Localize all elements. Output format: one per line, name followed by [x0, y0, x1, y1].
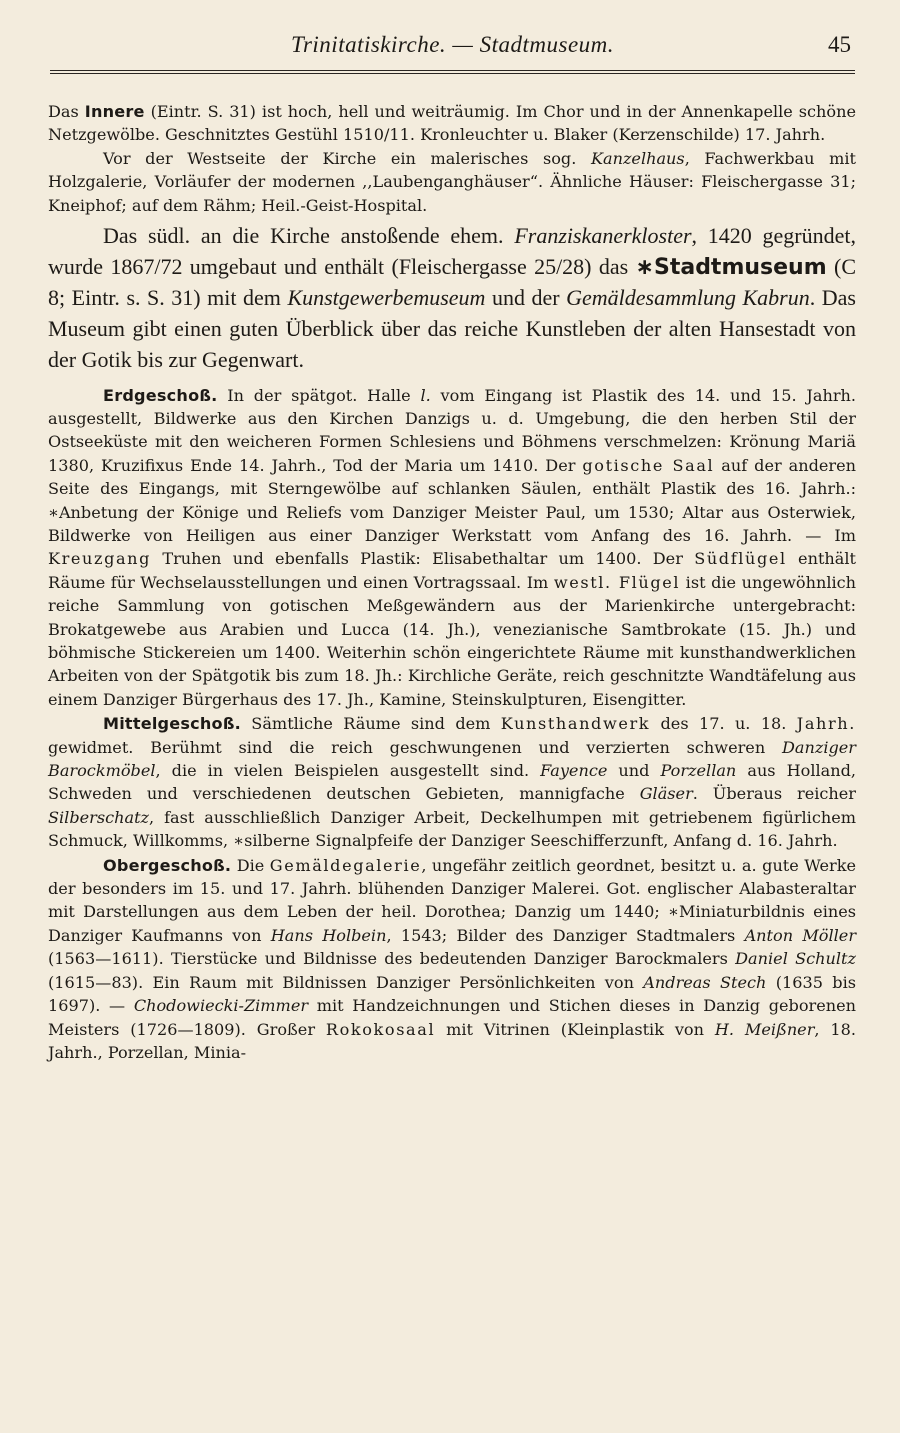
text-run: Das südl. an die Kirche anstoßende ehem.	[103, 223, 515, 249]
heading-obergeschoss: Obergeschoß.	[103, 855, 232, 875]
paragraph-obergeschoss	[48, 854, 856, 1065]
text-run: , 18. Jahrh., Porzellan, Minia-	[48, 1019, 857, 1062]
term-fayence: Fayence	[540, 761, 608, 781]
text-run: . Das Museum gibt einen guten Überblick über das reiche Kunstleben der alten Hansestadt von der Gotik bis zur Gegenwart.	[48, 285, 856, 372]
text-run: Das	[48, 102, 85, 121]
term-chodowiecki-zimmer: Chodowiecki-Zimmer	[133, 996, 309, 1016]
text-run: , die in vielen Beispielen ausgestellt sind.	[155, 761, 541, 781]
text-run: des 17. u. 18.	[650, 714, 797, 734]
header-rule	[50, 70, 855, 71]
text-run: Die	[231, 855, 270, 875]
text-run: l.	[420, 385, 431, 405]
text-run: aus Holland, Schweden und verschiedenen deutschen Gebieten, mannigfache	[48, 761, 856, 804]
name-moeller: Anton Möller	[744, 925, 857, 945]
text-run: , Fachwerkbau mit Holzgalerie, Vorläufer der modernen ,,Laubenganghäuser“. Ähnliche Häuser: Fleischergasse 31; Kneiphof; auf dem Rähm; Heil.-Geist-Hospital.	[48, 148, 856, 215]
term-glaeser: Gläser	[639, 784, 693, 804]
term-kreuzgang: Kreuzgang	[48, 549, 152, 569]
text-run: vom Eingang ist Plastik des 14. und 15. Jahrh. ausgestellt, Bildwerke aus den Kirchen Danzigs u. d. Umgebung, die den herben Stil der Ostseeküste mit den weicheren Formen Schlesiens und Böhmens verschmelzen: Krönung Mariä 1380, Kruzifixus Ende 14. Jahrh., Tod der Maria um 1410. Der	[48, 385, 856, 475]
keyword-innere: Innere	[84, 102, 145, 121]
text-run: und	[607, 761, 661, 781]
term-kanzelhaus: Kanzelhaus	[590, 148, 685, 168]
text-run: auf der anderen Seite des Eingangs, mit Sterngewölbe auf schlanken Säulen, enthält Plastik des 16. Jahrh.: ∗Anbetung der Könige und Reliefs vom Danziger Meister Paul, um 1530; Altar aus Osterwiek, Bildwerke von Heiligen aus einer Danziger Werkstatt vom Anfang des 16. Jahrh. — Im	[48, 455, 856, 545]
text-run: mit Handzeichnungen und Stichen dieses in Danzig geborenen Meisters (1726—1809). Großer	[48, 996, 856, 1039]
heading-mittelgeschoss: Mittelgeschoß.	[103, 714, 241, 734]
term-westl-fluegel: westl. Flügel	[553, 572, 681, 592]
term-kunsthandwerk: Kunsthandwerk	[500, 714, 651, 734]
name-meissner: H. Meißner	[714, 1019, 815, 1039]
text-run: gewidmet. Berühmt sind die reich geschwungenen und verzierten schweren	[48, 737, 782, 757]
header-rule-double	[50, 73, 855, 74]
heading-erdgeschoss: Erdgeschoß.	[103, 385, 218, 405]
running-head: Trinitatiskirche. — Stadtmuseum.	[290, 32, 615, 57]
paragraph-mittelgeschoss	[48, 712, 856, 852]
text-run: enthält Räume für Wechselausstellungen und einen Vortragssaal. Im	[48, 549, 856, 592]
text-run: , fast ausschließlich Danziger Arbeit, Deckelhumpen mit getriebenem figürlichem Schmuck, Willkomms, ∗silberne Signalpfeife der Danziger Seeschifferzunft, Anfang d. 16. Jahrh.	[48, 807, 856, 851]
text-run: Truhen und ebenfalls Plastik: Elisabethaltar um 1400. Der	[151, 549, 695, 569]
text-run: In der spätgot. Halle	[217, 385, 421, 405]
text-run: (Eintr. S. 31) ist hoch, hell und weiträumig. Im Chor und in der Annenkapelle schöne Netzgewölbe. Geschnitztes Gestühl 1510/11. Kronleuchter u. Blaker (Kerzenschilde) 17. Jahrh.	[48, 102, 856, 145]
heading-stadtmuseum: ∗Stadtmuseum	[635, 254, 827, 280]
text-run: , 1543; Bilder des Danziger Stadtmalers	[386, 925, 745, 945]
term-gotischer-saal: gotische Saal	[582, 455, 715, 475]
term-kunstgewerbemuseum: Kunstgewerbemuseum	[287, 285, 486, 311]
paragraph-kanzelhaus	[48, 147, 856, 217]
name-stech: Andreas Stech	[643, 972, 767, 992]
paragraph-interior	[48, 100, 856, 147]
term-franziskanerkloster: Franziskanerkloster	[514, 223, 692, 249]
term-gemaeldegalerie: Gemäldegalerie	[269, 855, 422, 875]
text-run: , 1420 gegründet, wurde 1867/72 umgebaut und enthält (Fleischergasse 25/28) das	[48, 223, 857, 279]
text-run: (1635 bis 1697). —	[48, 972, 856, 1016]
name-holbein: Hans Holbein	[270, 925, 387, 945]
text-run: , ungefähr zeitlich geordnet, besitzt u. a. gute Werke der besonders im 15. und 17. Jahrh. blühenden Danziger Malerei. Got. englischer Alabasteraltar mit Darstellungen aus dem Leben der heil. Dorothea; Danzig um 1440; ∗Miniaturbildnis eines Danziger Kaufmanns von	[48, 855, 857, 945]
text-run: (C 8; Eintr. s. S. 31) mit dem	[48, 253, 856, 311]
text-run: (1615—83). Ein Raum mit Bildnissen Danziger Persönlichkeiten von	[48, 972, 644, 992]
paragraph-stadtmuseum	[48, 221, 856, 376]
paragraph-erdgeschoss	[48, 384, 856, 712]
term-barockmoebel: Danziger Barockmöbel	[48, 737, 856, 781]
term-rokokosaal: Rokokosaal	[325, 1019, 436, 1039]
term-silberschatz: Silberschatz	[48, 807, 150, 827]
term-gemaeldesammlung: Gemäldesammlung Kabrun	[566, 285, 810, 311]
text-run: mit Vitrinen (Kleinplastik von	[435, 1019, 715, 1039]
text-run: . Überaus reicher	[692, 784, 856, 804]
text-run: Vor der Westseite der Kirche ein malerisches sog.	[103, 148, 591, 168]
name-schultz: Daniel Schultz	[735, 949, 856, 969]
term-porzellan: Porzellan	[660, 761, 737, 781]
text-run: Jahrh.	[796, 714, 856, 734]
page-header	[50, 30, 855, 64]
text-run: ist die ungewöhnlich reiche Sammlung von gotischen Meßgewändern aus der Marienkirche untergebracht: Brokatgewebe aus Arabien und Lucca (14. Jh.), venezianische Samtbrokate (15. Jh.) und böhmische Stickereien um 1400. Weiterhin schön eingerichtete Räume mit kunsthandwerklichen Arbeiten von der Spätgotik bis zum 18. Jh.: Kirchliche Geräte, reich geschnitzte Wandtäfelung aus einem Danziger Bürgerhaus des 17. Jh., Kamine, Steinskulpturen, Eisengitter.	[48, 572, 857, 709]
term-suedfluegel: Südflügel	[694, 549, 787, 569]
text-run: Sämtliche Räume sind dem	[240, 714, 501, 734]
text-run: (1563—1611). Tierstücke und Bildnisse des bedeutenden Danziger Barockmalers	[48, 949, 736, 969]
page-body	[48, 100, 856, 1064]
text-run: und der	[485, 285, 567, 311]
page-number: 45	[828, 32, 851, 57]
